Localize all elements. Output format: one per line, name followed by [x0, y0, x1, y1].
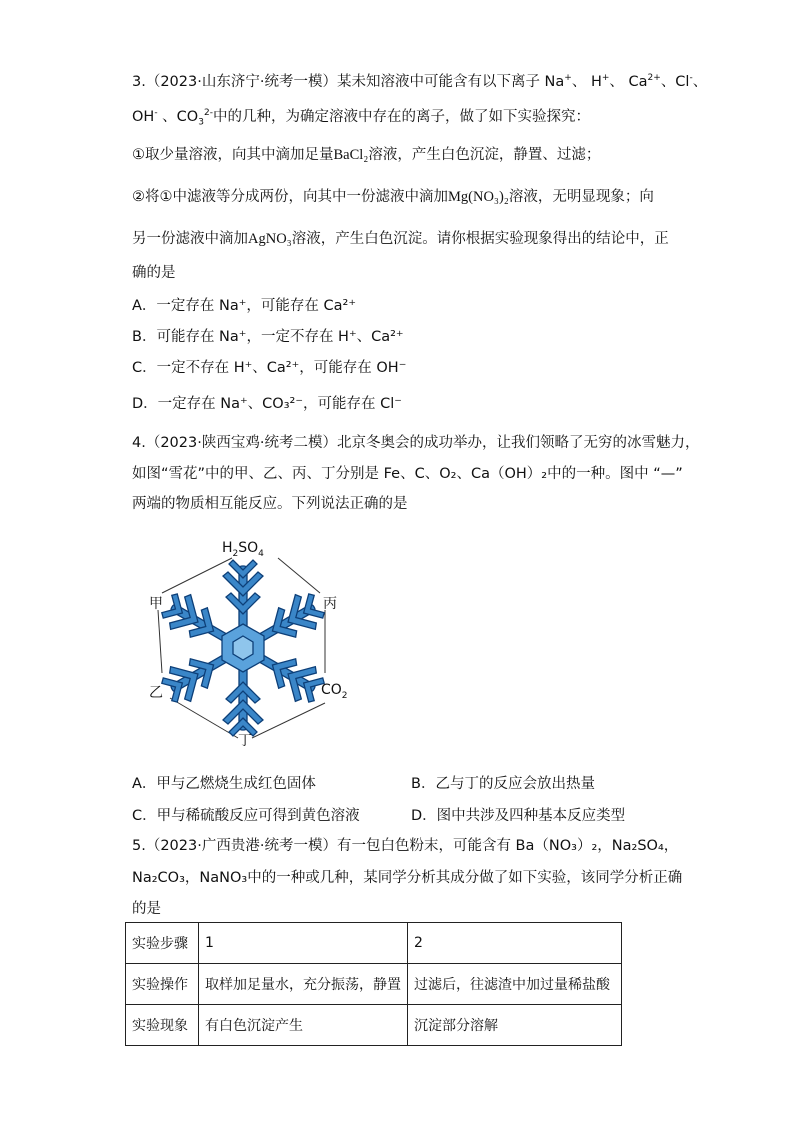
label-bing: 丙	[323, 596, 337, 612]
snowflake-shape	[157, 560, 329, 736]
q3-option-a[interactable]: A．一定存在 Na⁺，可能存在 Ca²⁺	[132, 298, 356, 314]
q3-stem-line2: OH- 、$CO_3^{2-}$中的几种，为确定溶液中存在的离子，做了如下实验探究：	[132, 108, 590, 128]
q5-stem-line3: 的是	[132, 901, 161, 917]
q5-stem-line2: Na₂CO₃，NaNO₃中的一种或几种，某同学分析其成分做了如下实验，该同学分析正确	[132, 870, 683, 886]
q3-step1: ①取少量溶液，向其中滴加足量BaCl₂溶液，产生白色沉淀，静置、过滤；	[132, 147, 601, 163]
table-cell: 实验操作	[126, 964, 199, 1005]
q4-option-a[interactable]: A．甲与乙燃烧生成红色固体	[132, 776, 316, 792]
label-h2so4: $H_2SO_4$	[222, 540, 264, 559]
table-cell: 实验现象	[126, 1005, 199, 1046]
q5-stem-line1: 5.（2023·广西贵港·统考一模）有一包白色粉末，可能含有 Ba（NO₃）₂，Na₂SO₄，	[132, 838, 679, 854]
q4-stem-line3: 两端的物质相互能反应。下列说法正确的是	[132, 496, 408, 512]
q4-option-d[interactable]: D．图中共涉及四种基本反应类型	[411, 808, 626, 824]
table-row	[126, 923, 622, 964]
q3-option-b[interactable]: B．可能存在 Na⁺，一定不存在 H⁺、Ca²⁺	[132, 329, 404, 345]
table-cell: 过滤后，往滤渣中加过量稀盐酸	[408, 964, 622, 1005]
table-cell: 2	[408, 923, 622, 964]
table-cell: 实验步骤	[126, 923, 199, 964]
table-row	[126, 964, 622, 1005]
experiment-table	[125, 922, 622, 1046]
q3-option-c[interactable]: C．一定不存在 H⁺、Ca²⁺，可能存在 OH⁻	[132, 360, 407, 376]
q3-step4: 确的是	[132, 265, 176, 281]
table-cell: 取样加足量水，充分振荡，静置	[199, 964, 408, 1005]
table-cell: 有白色沉淀产生	[199, 1005, 408, 1046]
table-row	[126, 1005, 622, 1046]
table-cell: 沉淀部分溶解	[408, 1005, 622, 1046]
snowflake-diagram	[140, 538, 370, 750]
snowflake-figure	[140, 538, 370, 750]
table-cell: 1	[199, 923, 408, 964]
q4-stem-line2: 如图“雪花”中的甲、乙、丙、丁分别是 Fe、C、O₂、Ca（OH）₂中的一种。图中 “—”	[132, 466, 683, 482]
q3-option-d[interactable]: D．一定存在 Na⁺、CO₃²⁻，可能存在 Cl⁻	[132, 396, 402, 412]
label-ding: 丁	[238, 733, 252, 749]
label-yi: 乙	[149, 685, 163, 701]
q3-stem-line1: 3.（2023·山东济宁·统考一模）某未知溶液中可能含有以下离子 Na+、 H+、 $Ca^{2+}$、Cl-、	[132, 73, 708, 90]
q4-option-b[interactable]: B．乙与丁的反应会放出热量	[411, 776, 595, 792]
q4-option-c[interactable]: C．甲与稀硫酸反应可得到黄色溶液	[132, 808, 360, 824]
q3-step2: ②将①中滤液等分成两份，向其中一份滤液中滴加Mg(NO₃)₂溶液，无明显现象；向	[132, 189, 654, 205]
q4-stem-line1: 4.（2023·陕西宝鸡·统考二模）北京冬奥会的成功举办，让我们领略了无穷的冰雪魅力，	[132, 435, 700, 451]
label-jia: 甲	[149, 596, 163, 612]
label-co2: $CO_2$	[321, 682, 348, 701]
q3-step3: 另一份滤液中滴加AgNO₃溶液，产生白色沉淀。请你根据实验现象得出的结论中，正	[132, 231, 669, 247]
